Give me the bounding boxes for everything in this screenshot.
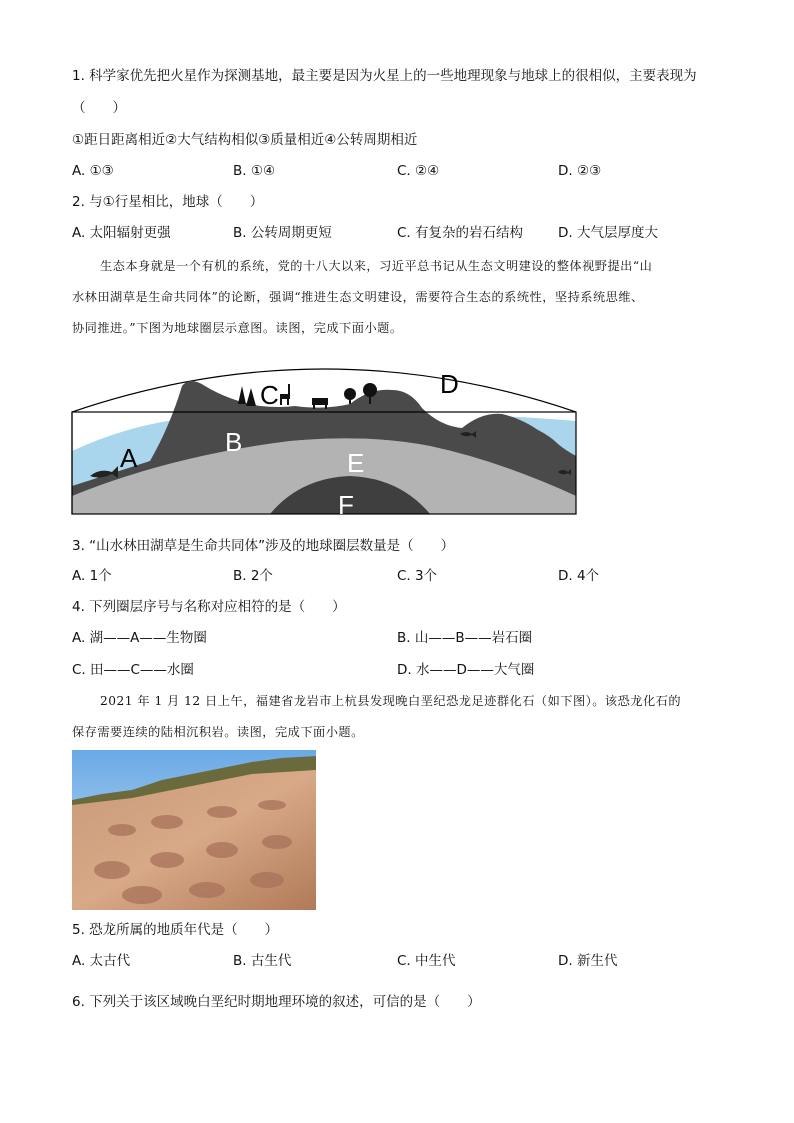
label-e: E (347, 448, 365, 478)
q1-option-b: B. ①④ (233, 163, 276, 179)
atmosphere-arc (72, 369, 576, 412)
tree-icon (238, 386, 256, 406)
q2-option-c: C. 有复杂的岩石结构 (397, 225, 524, 241)
q2-option-d: D. 大气层厚度大 (558, 225, 658, 241)
label-d: D (440, 369, 459, 399)
q1-option-d: D. ②③ (558, 163, 602, 179)
q3-option-b: B. 2个 (233, 568, 273, 584)
label-b: B (225, 427, 243, 457)
q3-option-c: C. 3个 (397, 568, 438, 584)
q4-stem: 4. 下列圈层序号与名称对应相符的是（ ） (72, 599, 346, 615)
q4-option-b: B. 山——B——岩石圈 (397, 630, 533, 646)
label-f: F (338, 490, 354, 516)
q3-stem: 3. “山水林田湖草是生命共同体”涉及的地球圈层数量是（ ） (72, 538, 455, 554)
q5-option-b: B. 古生代 (233, 953, 292, 969)
q1-option-a: A. ①③ (72, 163, 114, 179)
q5-option-c: C. 中生代 (397, 953, 456, 969)
q1-statements: ①距日距离相近②大气结构相似③质量相近④公转周期相近 (72, 132, 418, 148)
q1-stem: 1. 科学家优先把火星作为探测基地，最主要是因为火星上的一些地理现象与地球上的很相似，主要表现为 (72, 68, 697, 84)
passage2-line-2: 保存需要连续的陆相沉积岩。读图，完成下面小题。 (72, 725, 364, 739)
q6-stem: 6. 下列关于该区域晚白垩纪时期地理环境的叙述，可信的是（ ） (72, 994, 481, 1010)
label-c: C (260, 380, 279, 410)
dinosaur-footprint-photo (72, 750, 316, 910)
q2-stem: 2. 与①行星相比，地球（ ） (72, 194, 264, 210)
label-a: A (120, 443, 138, 473)
passage1-line-3: 协同推进。”下图为地球圈层示意图。读图，完成下面小题。 (72, 321, 403, 335)
passage1-line-1: 生态本身就是一个有机的系统，党的十八大以来，习近平总书记从生态文明建设的整体视野提出“山 (100, 259, 653, 273)
giraffe-icon (280, 384, 290, 405)
q2-option-b: B. 公转周期更短 (233, 225, 332, 241)
q3-option-d: D. 4个 (558, 568, 600, 584)
cow-icon (312, 398, 328, 409)
earth-spheres-diagram (70, 346, 578, 516)
q1-paren: （ ） (72, 100, 126, 116)
q3-option-a: A. 1个 (72, 568, 112, 584)
q4-option-c: C. 田——C——水圈 (72, 662, 194, 678)
q4-option-d: D. 水——D——大气圈 (397, 662, 535, 678)
q2-option-a: A. 太阳辐射更强 (72, 225, 171, 241)
q5-option-d: D. 新生代 (558, 953, 618, 969)
q4-option-a: A. 湖——A——生物圈 (72, 630, 207, 646)
q5-option-a: A. 太古代 (72, 953, 131, 969)
passage1-line-2: 水林田湖草是生命共同体”的论断，强调“推进生态文明建设，需要符合生态的系统性，坚持系统思维、 (72, 290, 644, 304)
q5-stem: 5. 恐龙所属的地质年代是（ ） (72, 922, 279, 938)
q1-option-c: C. ②④ (397, 163, 440, 179)
passage2-line-1: 2021 年 1 月 12 日上午，福建省龙岩市上杭县发现晚白垩纪恐龙足迹群化石（如下图）。该恐龙化石的 (100, 694, 682, 708)
